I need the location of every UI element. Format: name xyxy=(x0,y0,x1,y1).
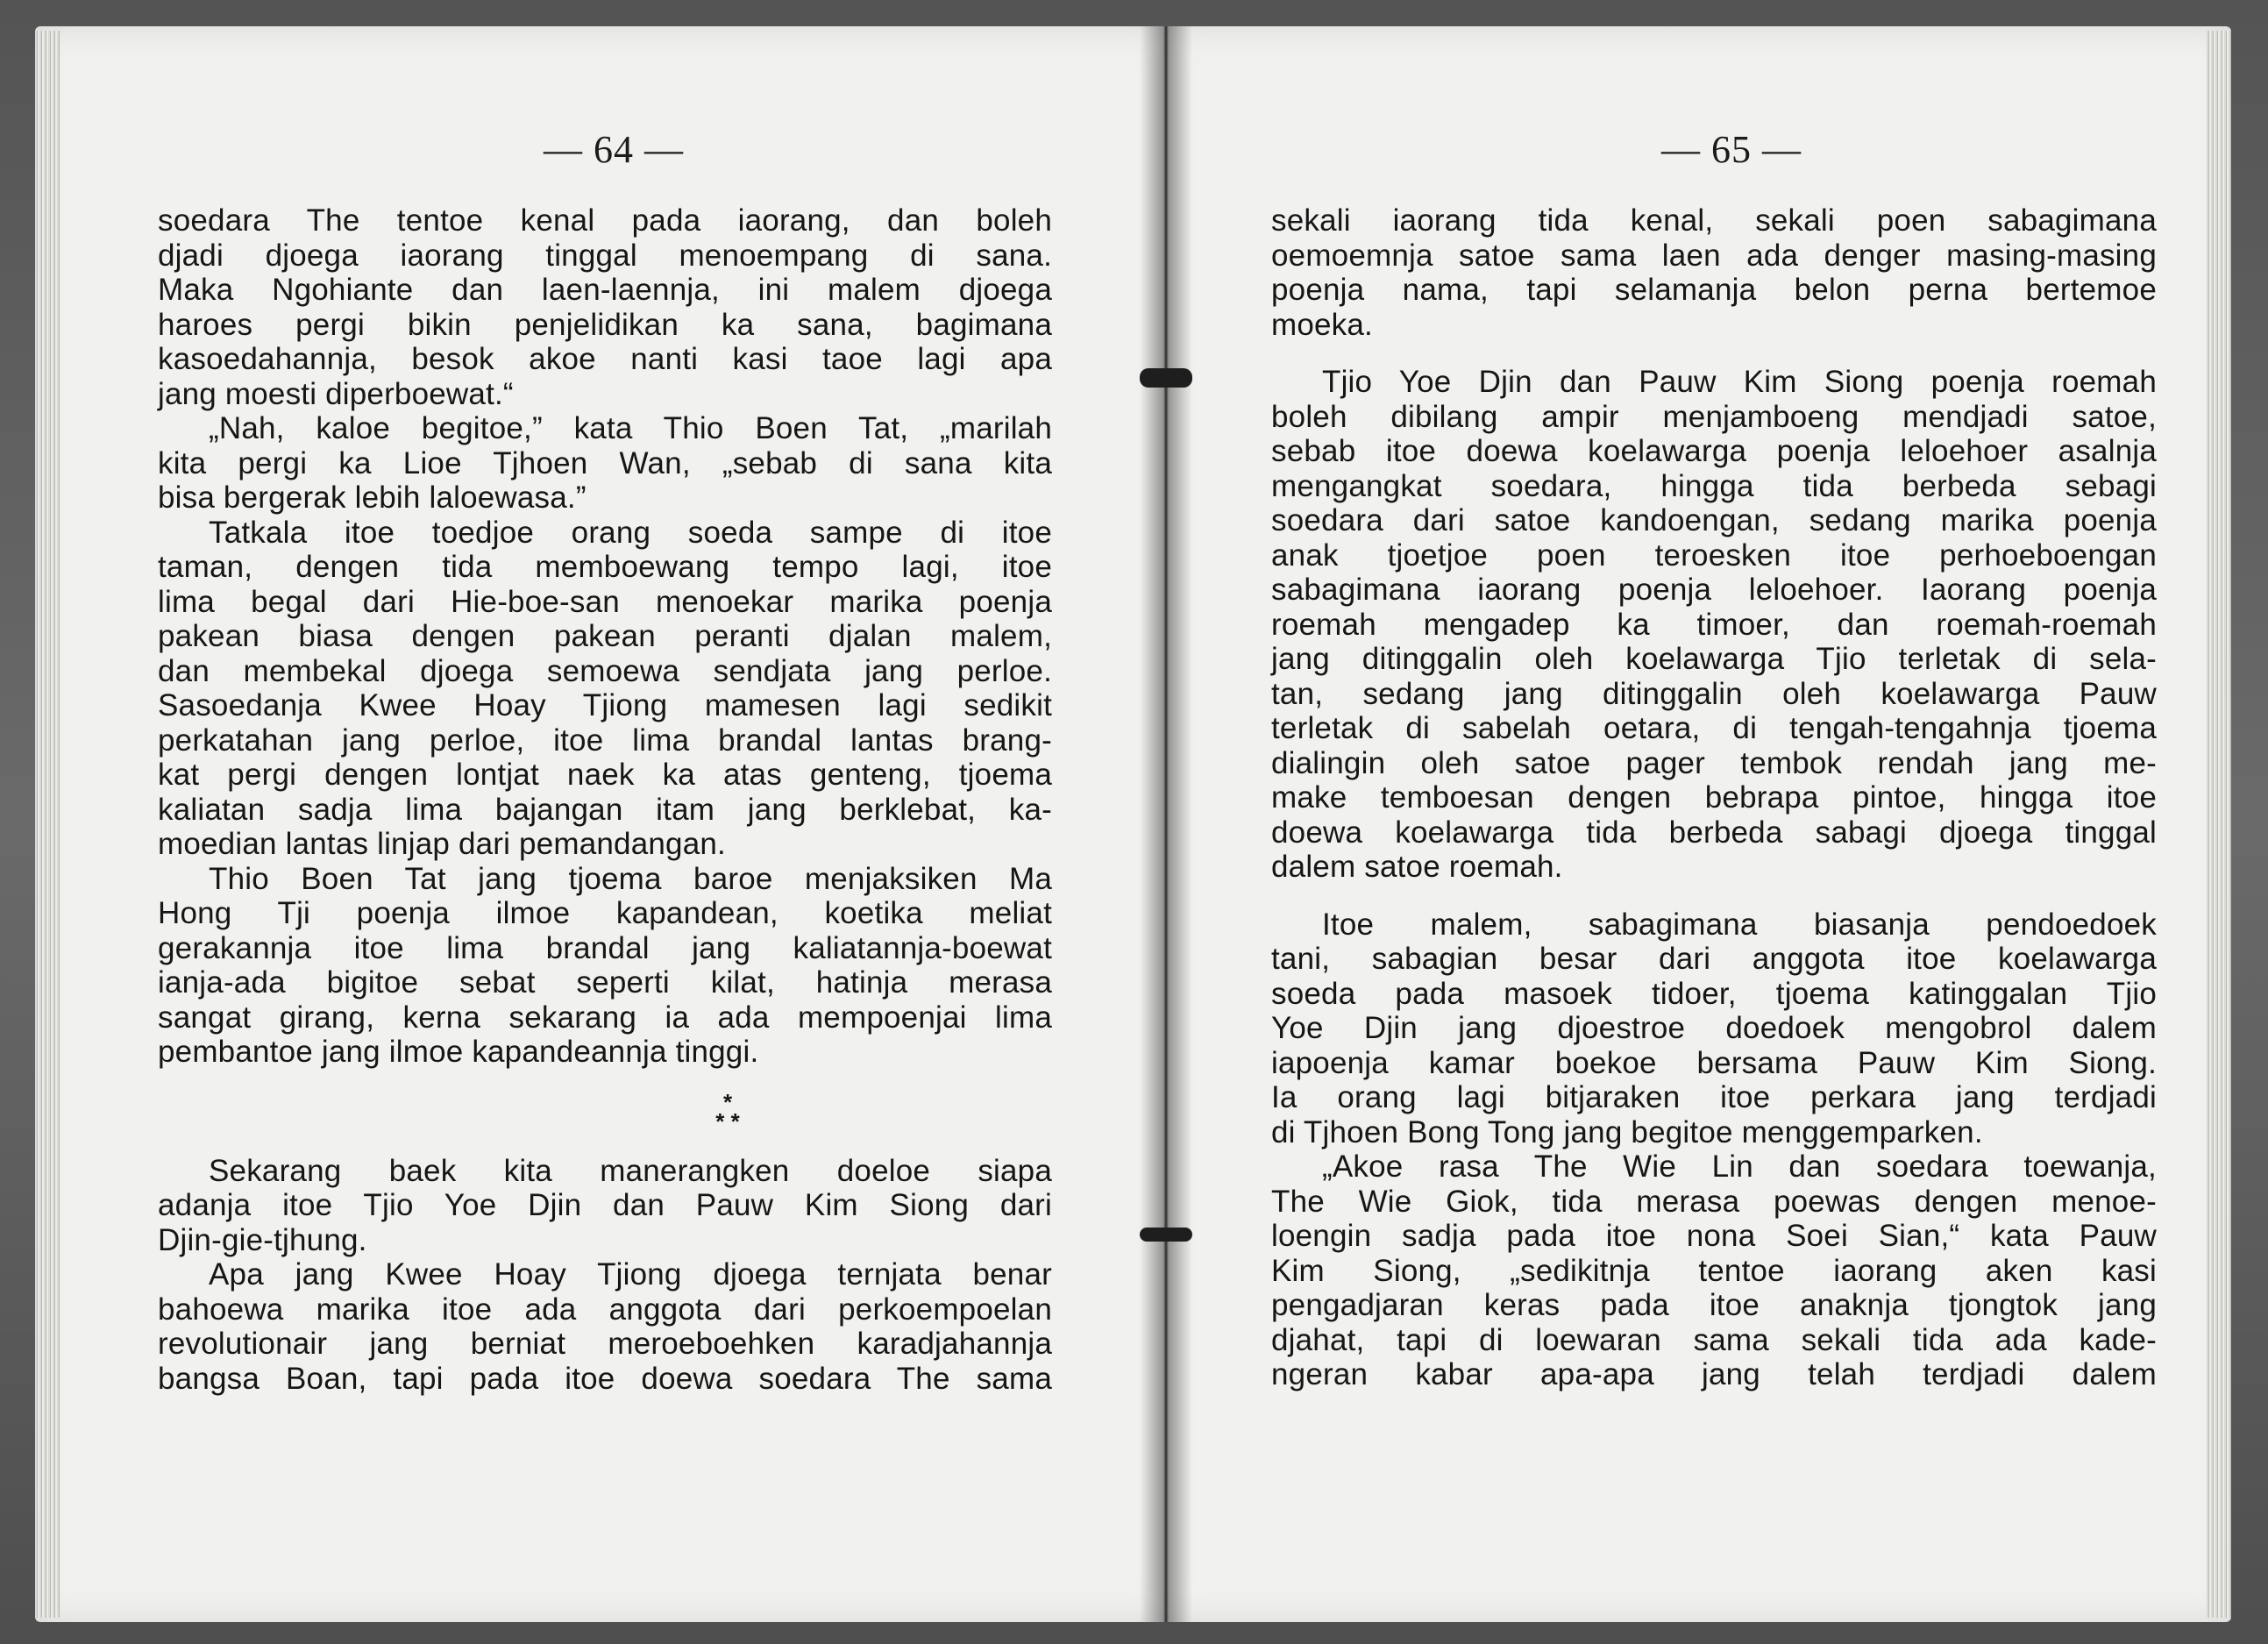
spacer xyxy=(158,1070,1052,1092)
text-line: iapoenja kamar boekoe bersama Pauw Kim Siong. xyxy=(1271,1045,2157,1080)
text-line: Tatkala itoe toedjoe orang soeda sampe di itoe xyxy=(209,515,1052,550)
text-line: taman, dengen tida memboewang tempo lagi, itoe xyxy=(158,550,1052,584)
text-line: soedara dari satoe kandoengan, sedang marika poenja xyxy=(1271,503,2157,537)
spacer xyxy=(1271,342,2157,365)
text-line: bisa bergerak lebih laloewasa.” xyxy=(158,480,587,515)
text-line: bahoewa marika itoe ada anggota dari perkoempoelan xyxy=(158,1292,1052,1327)
text-line: djadi djoega iaorang tinggal menoempang di sana. xyxy=(158,238,1052,273)
text-line: anak tjoetjoe poen teroesken itoe perhoeboengan xyxy=(1271,537,2157,573)
paragraph xyxy=(158,203,1052,411)
text-line: Maka Ngohiante dan laen-laennja, ini malem djoega xyxy=(158,273,1052,307)
text-line: sekali iaorang tida kenal, sekali poen sabagimana xyxy=(1271,203,2157,238)
left-page-text xyxy=(158,203,1052,1396)
text-line: Sekarang baek kita manerangken doeloe siapa xyxy=(209,1153,1052,1188)
text-line: tani, sabagian besar dari anggota itoe koelawarga xyxy=(1271,942,2157,976)
text-line: jang ditinggalin oleh koelawarga Tjio terletak di sela- xyxy=(1271,642,2157,676)
text-line: „Nah, kaloe begitoe,” kata Thio Boen Tat, „marilah xyxy=(209,411,1052,445)
paragraph xyxy=(1271,1149,2157,1392)
text-line: soeda pada masoek tidoer, tjoema katinggalan Tjio xyxy=(1271,976,2157,1011)
text-line: revolutionair jang berniat meroeboehken karadjahannja xyxy=(158,1327,1052,1361)
text-line: adanja itoe Tjio Yoe Djin dan Pauw Kim Siong dari xyxy=(158,1188,1052,1222)
text-line: dialingin oleh satoe pager tembok rendah jang me- xyxy=(1271,745,2157,780)
text-line: di Tjhoen Bong Tong jang begitoe menggemparken. xyxy=(1271,1114,1983,1149)
text-line: Tjio Yoe Djin dan Pauw Kim Siong poenja roemah xyxy=(1322,365,2157,399)
text-line: Apa jang Kwee Hoay Tjiong djoega ternjata benar xyxy=(209,1257,1052,1292)
text-line: jang moesti diperboewat.“ xyxy=(158,376,514,411)
left-page-edges xyxy=(35,31,60,1618)
paragraph xyxy=(158,1257,1052,1396)
paragraph xyxy=(158,516,1052,862)
page-number-left: — 64 — xyxy=(544,128,684,171)
text-line: dalem satoe roemah. xyxy=(1271,850,1563,884)
text-line: Itoe malem, sabagimana biasanja pendoedoek xyxy=(1322,907,2157,942)
text-line: oemoemnja satoe sama laen ada denger masing-masing xyxy=(1271,238,2157,273)
text-line: Hong Tji poenja ilmoe kapandean, koetika meliat xyxy=(158,896,1052,930)
text-line: boleh dibilang ampir menjamboeng mendjadi satoe, xyxy=(1271,399,2157,434)
book-gutter xyxy=(1140,26,1192,1622)
text-line: doewa koelawarga tida berbeda sabagi djoega tinggal xyxy=(1271,815,2157,850)
text-line: loengin sadja pada itoe nona Soei Sian,“ kata Pauw xyxy=(1271,1219,2157,1253)
text-line: gerakannja itoe lima brandal jang kaliatannja-boewat xyxy=(158,930,1052,965)
binding-staple-top xyxy=(1140,368,1192,388)
text-line: sabagimana iaorang poenja leloehoer. Iaorang poenja xyxy=(1271,573,2157,607)
text-line: pakean biasa dengen pakean peranti djalan malem, xyxy=(158,619,1052,653)
right-page-edges xyxy=(2207,31,2231,1618)
right-page-text xyxy=(1271,203,2157,1392)
text-line: djahat, tapi di loewaran sama sekali tida ada kade- xyxy=(1271,1322,2157,1357)
text-line: Thio Boen Tat jang tjoema baroe menjaksiken Ma xyxy=(209,861,1052,896)
text-line: lima begal dari Hie-boe-san menoekar marika poenja xyxy=(158,584,1052,619)
text-line: kat pergi dengen lontjat naek ka atas genteng, tjoema xyxy=(158,758,1052,792)
text-line: Kim Siong, „sedikitnja tentoe iaorang aken kasi xyxy=(1271,1253,2157,1288)
binding-staple-bottom xyxy=(1140,1228,1192,1242)
text-line: ianja-ada bigitoe sebat seperti kilat, hatinja merasa xyxy=(158,965,1052,1000)
text-line: roemah mengadep ka timoer, dan roemah-roemah xyxy=(1271,607,2157,642)
text-line: Sasoedanja Kwee Hoay Tjiong mamesen lagi sedikit xyxy=(158,688,1052,722)
text-line: sebab itoe doewa koelawarga poenja leloehoer asalnja xyxy=(1271,434,2157,468)
paragraph xyxy=(158,411,1052,516)
text-line: The Wie Giok, tida merasa poewas dengen menoe- xyxy=(1271,1184,2157,1219)
text-line: mengangkat soedara, hingga tida berbeda sebagi xyxy=(1271,468,2157,503)
text-line: „Akoe rasa The Wie Lin dan soedara toewanja, xyxy=(1322,1149,2157,1184)
text-line: Djin-gie-tjhung. xyxy=(158,1222,367,1257)
paragraph xyxy=(1271,365,2157,885)
text-line: Yoe Djin jang djoestroe doedoek mengobrol dalem xyxy=(1271,1011,2157,1045)
text-line: moedian lantas linjap dari pemandangan. xyxy=(158,827,726,861)
text-line: ngeran kabar apa-apa jang telah terdjadi dalem xyxy=(1271,1357,2157,1391)
text-line: soedara The tentoe kenal pada iaorang, dan boleh xyxy=(158,203,1052,238)
text-line: dan membekal djoega semoewa sendjata jang perloe. xyxy=(158,653,1052,688)
paragraph xyxy=(1271,203,2157,342)
text-line: kasoedahannja, besok akoe nanti kasi taoe lagi apa xyxy=(158,342,1052,376)
paragraph xyxy=(158,1154,1052,1258)
text-line: pengadjaran keras pada itoe anaknja tjongtok jang xyxy=(1271,1288,2157,1322)
text-line: pembantoe jang ilmoe kapandeannja tinggi. xyxy=(158,1035,759,1069)
spacer xyxy=(1271,885,2157,907)
section-separator-top: * xyxy=(722,1088,733,1115)
paragraph xyxy=(158,862,1052,1070)
text-line: kita pergi ka Lioe Tjhoen Wan, „sebab di sana kita xyxy=(158,445,1052,480)
text-line: perkatahan jang perloe, itoe lima brandal lantas brang- xyxy=(158,722,1052,758)
paragraph xyxy=(1271,907,2157,1150)
page-number-right: — 65 — xyxy=(1661,128,1802,171)
text-line: Ia orang lagi bitjaraken itoe perkara jang terdjadi xyxy=(1271,1080,2157,1114)
text-line: tan, sedang jang ditinggalin oleh koelawarga Pauw xyxy=(1271,676,2157,711)
section-separator-bottom: * * xyxy=(715,1107,740,1135)
text-line: haroes pergi bikin penjelidikan ka sana, bagimana xyxy=(158,307,1052,342)
spacer xyxy=(158,1131,1052,1154)
text-line: kaliatan sadja lima bajangan itam jang berklebat, ka- xyxy=(158,792,1052,827)
text-line: moeka. xyxy=(1271,307,1373,342)
text-line: bangsa Boan, tapi pada itoe doewa soedara The sama xyxy=(158,1361,1052,1396)
text-line: make temboesan dengen bebrapa pintoe, hingga itoe xyxy=(1271,780,2157,815)
text-line: terletak di sabelah oetara, di tengah-tengahnja tjoema xyxy=(1271,711,2157,745)
text-line: sangat girang, kerna sekarang ia ada mempoenjai lima xyxy=(158,1000,1052,1035)
text-line: poenja nama, tapi selamanja belon perna bertemoe xyxy=(1271,273,2157,307)
